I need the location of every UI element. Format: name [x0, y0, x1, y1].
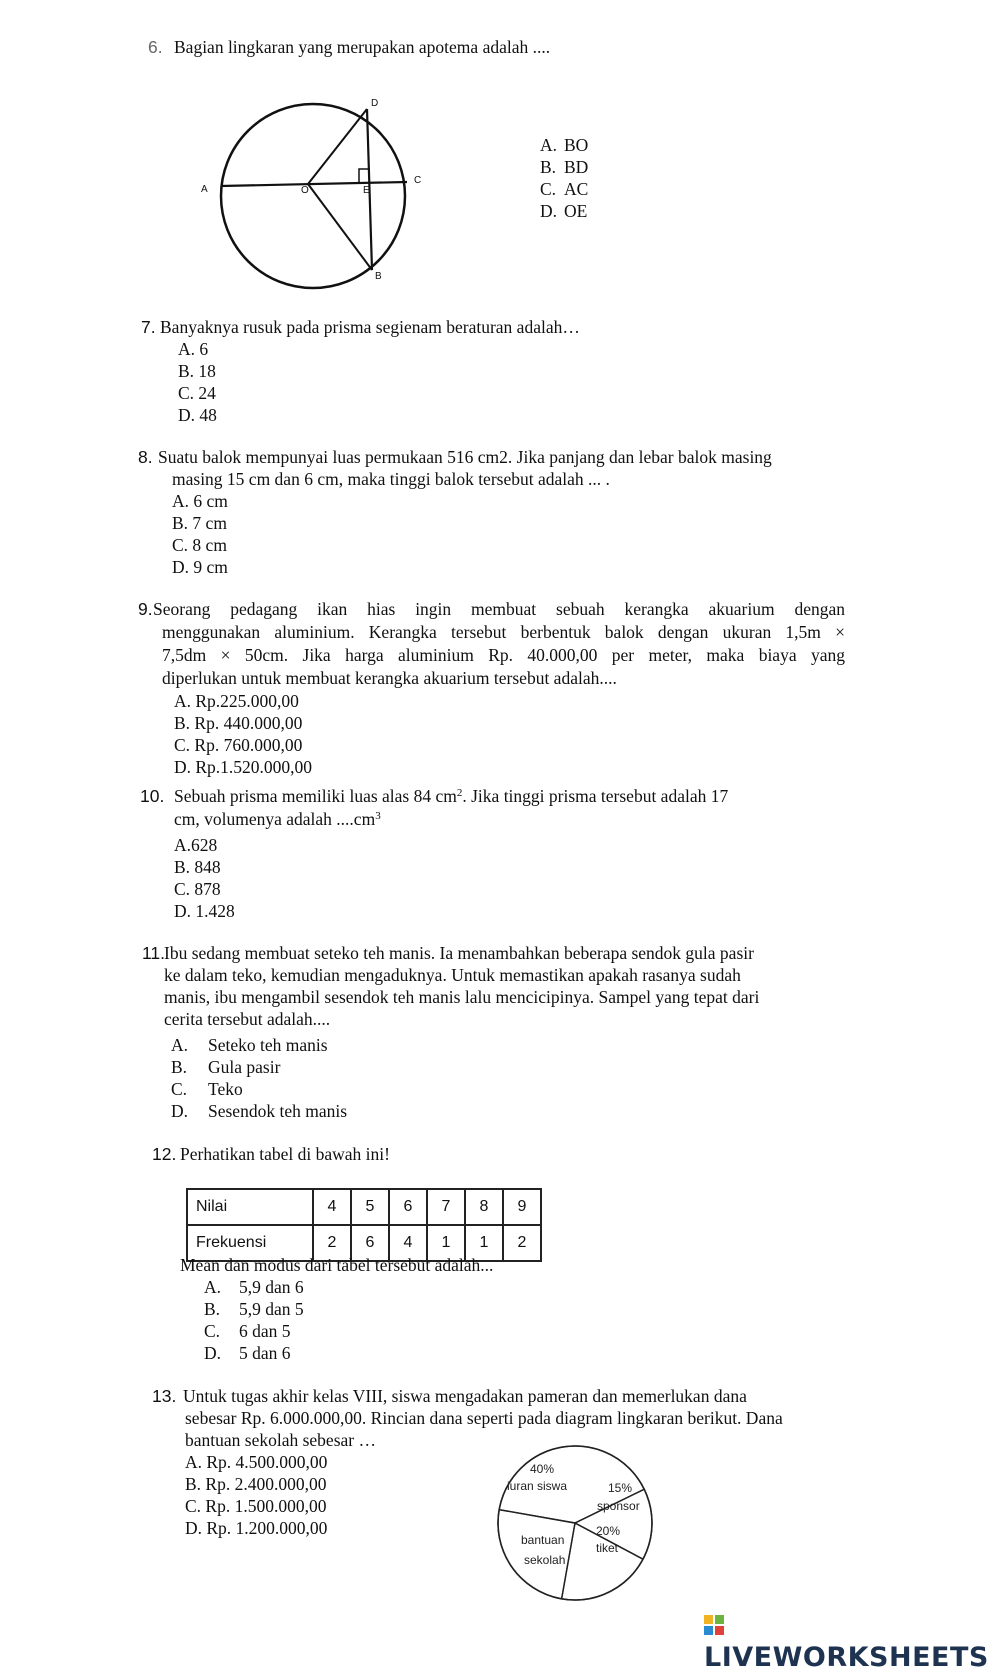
q6-option-b[interactable]: B. BD — [540, 157, 589, 177]
pie-label-iuran-percent: 40% — [530, 1462, 555, 1476]
q7-text: Banyaknya rusuk pada prisma segienam beraturan adalah… — [160, 317, 580, 337]
q13-line2: sebesar Rp. 6.000.000,00. Rincian dana seperti pada diagram lingkaran berikut. Dana — [185, 1408, 783, 1428]
q8-option-d[interactable]: D. 9 cm — [172, 557, 228, 577]
chord-ac — [221, 182, 407, 186]
q10-number: 10. — [140, 786, 165, 806]
q9-line1: Seorang pedagang ikan hias ingin membuat sebuah kerangka akuarium dengan — [153, 599, 845, 619]
table-cell: 2 — [313, 1225, 351, 1261]
radius-ob — [308, 184, 372, 270]
q11-line3: manis, ibu mengambil sesendok teh manis lalu mencicipinya. Sampel yang tepat dari — [164, 987, 760, 1007]
label-b: B — [375, 271, 382, 282]
circle-apotema-diagram — [195, 95, 435, 295]
q13-line1: Untuk tugas akhir kelas VIII, siswa mengadakan pameran dan memerlukan dana — [183, 1386, 747, 1406]
q8-number: 8. — [138, 447, 153, 467]
q13-option-b[interactable]: B. Rp. 2.400.000,00 — [185, 1474, 327, 1494]
table-cell: 4 — [313, 1189, 351, 1225]
pie-label-sponsor-percent: 15% — [608, 1481, 633, 1495]
q7-option-d[interactable]: D. 48 — [178, 405, 217, 425]
frequency-table — [186, 1188, 542, 1262]
q13-option-c[interactable]: C. Rp. 1.500.000,00 — [185, 1496, 327, 1516]
label-e: E — [363, 185, 370, 196]
label-a: A — [201, 184, 208, 195]
q6-option-d[interactable]: D. OE — [540, 201, 588, 221]
q8-option-a[interactable]: A. 6 cm — [172, 491, 228, 511]
q11-line1: Ibu sedang membuat seteko teh manis. Ia menambahkan beberapa sendok gula pasir — [164, 943, 754, 963]
q11-option-b[interactable]: B. Gula pasir — [171, 1057, 281, 1077]
q6-text: Bagian lingkaran yang merupakan apotema adalah .... — [174, 37, 551, 57]
pie-chart — [490, 1438, 660, 1608]
table-cell: 6 — [351, 1225, 389, 1261]
q12-text: Perhatikan tabel di bawah ini! — [180, 1144, 390, 1164]
q10-option-b[interactable]: B. 848 — [174, 857, 221, 877]
pie-label-tiket: tiket — [596, 1541, 619, 1555]
table-header-frekuensi: Frekuensi — [187, 1225, 313, 1261]
q11-line2: ke dalam teko, kemudian mengaduknya. Untuk memastikan apakah rasanya sudah — [164, 965, 741, 985]
table-cell: 1 — [427, 1225, 465, 1261]
q10-line1: Sebuah prisma memiliki luas alas 84 $cm^2$. Jika tinggi prisma tersebut adalah 17 — [174, 786, 729, 806]
table-cell: 5 — [351, 1189, 389, 1225]
table-cell: 1 — [465, 1225, 503, 1261]
q10-option-d[interactable]: D. 1.428 — [174, 901, 235, 921]
q6-option-a[interactable]: A. BO — [540, 135, 589, 155]
q9-option-a[interactable]: A. Rp.225.000,00 — [174, 691, 299, 711]
label-c: C — [414, 175, 422, 186]
table-cell: 8 — [465, 1189, 503, 1225]
label-d: D — [371, 98, 379, 109]
q8-line1: Suatu balok mempunyai luas permukaan 516 cm2. Jika panjang dan lebar balok masing — [158, 447, 772, 467]
q12-question: Mean dan modus dari tabel tersebut adalah... — [180, 1255, 494, 1275]
q11-number: 11. — [142, 943, 166, 963]
q7-option-c[interactable]: C. 24 — [178, 383, 216, 403]
q7-option-a[interactable]: A. 6 — [178, 339, 209, 359]
q12-option-c[interactable]: C. 6 dan 5 — [204, 1321, 291, 1341]
table-cell: 9 — [503, 1189, 541, 1225]
q12-option-a[interactable]: A. 5,9 dan 6 — [204, 1277, 304, 1297]
q12-option-d[interactable]: D. 5 dan 6 — [204, 1343, 291, 1363]
q10-line2: cm, volumenya adalah $....cm^3$ — [174, 809, 381, 829]
pie-label-sponsor: sponsor — [597, 1499, 640, 1513]
pie-label-sekolah: sekolah — [524, 1553, 566, 1567]
q8-line2: masing 15 cm dan 6 cm, maka tinggi balok tersebut adalah ... . — [172, 469, 610, 489]
pie-label-iuran: iuran siswa — [507, 1479, 568, 1493]
pie-label-bantuan: bantuan — [521, 1533, 565, 1547]
q11-option-d[interactable]: D. Sesendok teh manis — [171, 1101, 348, 1121]
q12-number: 12. — [152, 1144, 177, 1164]
liveworksheets-logo: LIVEWORKSHEETS — [704, 1611, 1000, 1673]
liveworksheets-icon — [704, 1615, 726, 1637]
q13-number: 13. — [152, 1386, 177, 1406]
q8-option-c[interactable]: C. 8 cm — [172, 535, 227, 555]
label-o: O — [301, 185, 309, 196]
circle-outline — [221, 104, 405, 288]
pie-label-tiket-percent: 20% — [596, 1524, 621, 1538]
q9-line4: diperlukan untuk membuat kerangka akuarium tersebut adalah.... — [162, 668, 617, 688]
table-cell: 7 — [427, 1189, 465, 1225]
q13-option-d[interactable]: D. Rp. 1.200.000,00 — [185, 1518, 328, 1538]
q11-option-a[interactable]: A. Seteko teh manis — [171, 1035, 328, 1055]
q9-line3: 7,5dm × 50cm. Jika harga aluminium Rp. 40.000,00 per meter, maka biaya yang — [162, 645, 845, 665]
q7-option-b[interactable]: B. 18 — [178, 361, 216, 381]
q11-option-c[interactable]: C. Teko — [171, 1079, 243, 1099]
q8-option-b[interactable]: B. 7 cm — [172, 513, 227, 533]
q10-option-c[interactable]: C. 878 — [174, 879, 221, 899]
q13-option-a[interactable]: A. Rp. 4.500.000,00 — [185, 1452, 328, 1472]
table-cell: 6 — [389, 1189, 427, 1225]
table-row-nilai — [187, 1189, 541, 1225]
radius-od — [308, 109, 367, 184]
q7-number: 7. — [141, 317, 156, 337]
q9-option-c[interactable]: C. Rp. 760.000,00 — [174, 735, 303, 755]
q9-option-b[interactable]: B. Rp. 440.000,00 — [174, 713, 303, 733]
q12-option-b[interactable]: B. 5,9 dan 5 — [204, 1299, 304, 1319]
q13-line3: bantuan sekolah sebesar … — [185, 1430, 376, 1450]
q11-line4: cerita tersebut adalah.... — [164, 1009, 331, 1029]
q6-number: 6. — [148, 37, 163, 57]
q9-line2: menggunakan aluminium. Kerangka tersebut berbentuk balok dengan ukuran 1,5m × — [162, 622, 845, 642]
table-header-nilai: Nilai — [187, 1189, 313, 1225]
q6-option-c[interactable]: C. AC — [540, 179, 589, 199]
q9-option-d[interactable]: D. Rp.1.520.000,00 — [174, 757, 313, 777]
q10-option-a[interactable]: A.628 — [174, 835, 218, 855]
table-cell: 4 — [389, 1225, 427, 1261]
table-cell: 2 — [503, 1225, 541, 1261]
q9-number: 9. — [138, 599, 153, 619]
